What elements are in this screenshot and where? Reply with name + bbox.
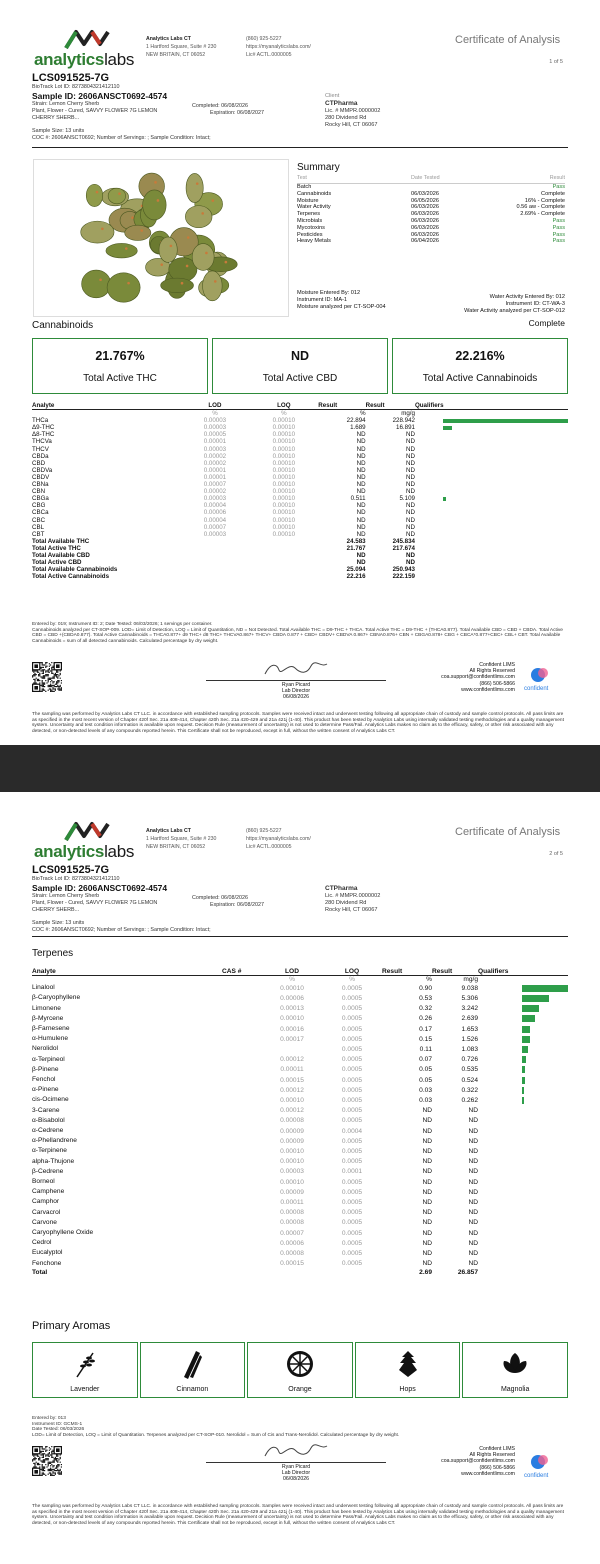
doc-title: Certificate of Analysis [455, 826, 561, 838]
total-row: Total Available CBD ND ND [32, 551, 415, 559]
table-row: Δ9-THC 0.00003 0.00010 1.689 16.891 [32, 424, 568, 431]
table-row: Limonene 0.00013 0.0005 0.32 3.242 [32, 1004, 568, 1014]
client-info: CTPharma Lic. # MMPR.0000002 280 Dividend Rd Rocky Hill, CT 06067 [325, 885, 381, 913]
page-number: 1 of 5 [549, 59, 563, 65]
table-row: β-Myrcene 0.00010 0.0005 0.26 2.639 [32, 1014, 568, 1024]
cannabis-buds-image [34, 160, 290, 318]
confident-logo-icon [530, 1452, 550, 1472]
sample-id: Sample ID: 2606ANSCT0692-4574 [32, 91, 168, 101]
table-row: β-Farnesene 0.00016 0.0005 0.17 1.653 [32, 1024, 568, 1034]
result-bar [443, 426, 452, 430]
result-bar [522, 1077, 525, 1084]
cannabinoid-totals [32, 338, 568, 394]
table-row: alpha-Thujone 0.00010 0.0005 ND ND [32, 1157, 478, 1166]
aroma-magnolia: Magnolia [462, 1342, 568, 1398]
table-row: β-Pinene 0.00011 0.0005 0.05 0.535 [32, 1065, 568, 1075]
aroma-row [32, 1342, 568, 1398]
result-bar [522, 1056, 526, 1063]
batch-id: LCS091525-7G [32, 864, 110, 876]
table-row: Fenchone 0.00015 0.0005 ND ND [32, 1259, 478, 1268]
table-row: α-Cedrene 0.00009 0.0004 ND ND [32, 1127, 478, 1135]
table-row: CBN 0.00002 0.00010 ND ND [32, 488, 415, 496]
summary-row: Microbials 06/03/2026 Pass [297, 217, 565, 224]
result-bar [522, 985, 568, 992]
table-row: α-Bisabolol 0.00008 0.0005 ND ND [32, 1116, 478, 1125]
terpenes-heading: Terpenes [32, 948, 74, 959]
signature-block: Ryan Picard Lab Director 06/08/2026 [206, 1442, 386, 1482]
total-row: Total 2.69 26.857 [32, 1268, 478, 1276]
mountain-logo-icon [64, 820, 112, 842]
qr-pattern-icon [32, 1446, 62, 1476]
table-row: CBGa 0.00003 0.00010 0.511 5.109 [32, 495, 568, 502]
table-row: α-Terpineol 0.00012 0.0005 0.07 0.726 [32, 1055, 568, 1065]
result-bar [522, 1087, 524, 1094]
page-header [0, 792, 600, 862]
table-row: CBNa 0.00007 0.00010 ND ND [32, 481, 415, 489]
result-bar [522, 995, 549, 1002]
lims-info: Confident LIMS All Rights Reserved coa.support@confidentlims.com (866) 506-5866 www.confidentlims.com [441, 1446, 515, 1477]
terpene-notes: Entered by: 013 Instrument ID: GCMS-1 Date Tested: 06/03/2026 LOD= Limit of Detection, LOQ = Limit of Quantitation. Terpenes analyzed per CT-SOP-010. Nerolidol = Sum of Cis and Trans-Nerolidol. Calculated percentage by dry weight. [32, 1416, 400, 1438]
table-row: α-Humulene 0.00017 0.0005 0.15 1.526 [32, 1034, 568, 1044]
water-activity-info: Water Activity Entered By: 012 Instrument ID: CT-WA-3 Water Activity analyzed per CT-SOP-012 [464, 294, 565, 314]
result-bar [443, 497, 446, 501]
table-row: Camphor 0.00011 0.0005 ND ND [32, 1198, 478, 1206]
table-row: THCV 0.00003 0.00010 ND ND [32, 445, 415, 453]
lims-info: Confident LIMS All Rights Reserved coa.support@confidentlims.com (866) 506-5866 www.confidentlims.com [441, 662, 515, 693]
summary-panel: Summary Test Date Tested Result Batch Pass Cannabinoids 06/03/2026 Complete Moisture 06/05/2026 16% - Complete Water Activity 06/03/2026 0.56 aw - Complete Terpenes 06/03/2026 2.69% - Complete Microbials 06/03/2026 Pass Mycotoxins 06/03/2026 Pass Pesticides 06/03/2026 Pass Heavy Metals 06/04/2026 Pass [297, 162, 565, 245]
total-thc-box: 21.767% Total Active THC [32, 338, 208, 394]
summary-row: Cannabinoids 06/03/2026 Complete [297, 190, 565, 197]
summary-row: Moisture 06/05/2026 16% - Complete [297, 197, 565, 204]
table-row: Linalool 0.00010 0.0005 0.90 9.038 [32, 983, 568, 993]
table-row: β-Cedrene 0.00003 0.0001 ND ND [32, 1167, 478, 1176]
table-row: CBCa 0.00006 0.00010 ND ND [32, 509, 415, 517]
cannabinoid-notes: Entered by: 019; Instrument ID: 2; Date Tested: 06/03/2026; 1 servings per container. Cannabinoids analyzed per CT-SOP-009. LOD= Limit of Detection, LOQ = Limit of Quantitation, ND = Not Detected. Total Available THC = D9-THC + THCA. Total Active THC = D9-THC + (THCA0.877). Total Available CBD = CBD + CBDA. Total Active CBD = CBD +(CBDA0.877). Total Active Cannabinoids = THCA0.877+ d9 THC+ d8 THC+ THCVA0.867+ THCV+ CBDA 0.877 + CBD+ CBDV+ CBDVA 0.867+ CBNA0.876+ CBN + CBGA0.878+ CBG + CBCA*0.877+CBC+ CBL+ CBT. Total Available Cannabinoids = sum of all detected cannabinoids. Calculated percentage by dry weight. [32, 622, 563, 644]
table-row: α-Pinene 0.00012 0.0005 0.03 0.322 [32, 1085, 568, 1095]
table-row: CBDV 0.00001 0.00010 ND ND [32, 473, 415, 481]
total-row: Total Active CBD ND ND [32, 559, 415, 567]
orange-slice-icon [285, 1349, 315, 1379]
table-row: THCa 0.00003 0.00010 22.894 228.942 [32, 417, 568, 424]
summary-row: Water Activity 06/03/2026 0.56 aw - Complete [297, 204, 565, 211]
sample-id: Sample ID: 2606ANSCT0692-4574 [32, 883, 168, 893]
table-row: CBG 0.00004 0.00010 ND ND [32, 502, 415, 510]
table-row: CBDVa 0.00001 0.00010 ND ND [32, 466, 415, 474]
cannabinoids-heading: Cannabinoids [32, 320, 94, 331]
summary-row: Terpenes 06/03/2026 2.69% - Complete [297, 211, 565, 218]
signature-icon [261, 660, 331, 678]
table-row: Carvone 0.00008 0.0005 ND ND [32, 1218, 478, 1227]
disclaimer: The sampling was performed by Analytics Labs CT LLC. in accordance with established sampling protocols. Samples were received intact and underwent testing following all appropriate chain of custody and sample control protocols. All pass limits are as specified in the most recent version of Chapter 420f Sec. 21a 408-414, Chapter 420h Sec. 21a 420-429 and 21a 421j (1-40). This product has been tested by Analytics Labs using internally validated testing methodologies and a quality management system. Uncertainty and test condition information is available upon request. Decision Rule (measurement of uncertainty) is not used to determine Pass/Fail. Analytics Labs makes no claim as to the efficacy, safety, or other risk associated with any detected, or non-detected levels of any compounds reported herein. This Certificate shall not be reproduced, except in full, without the written consent of Analytics Labs CT. [32, 712, 564, 734]
table-row: CBD 0.00002 0.00010 ND ND [32, 459, 415, 467]
mountain-logo-icon [64, 28, 112, 50]
result-bar [522, 1026, 530, 1033]
total-row: Total Available Cannabinoids 25.094 250.943 [32, 566, 415, 574]
sample-info: LCS091525-7G BioTrack Lot ID: 8273804321412110 Sample ID: 2606ANSCT0692-4574 Strain: Lemon Cherry Sherb Plant, Flower - Cured, SAVVY FLOWER 7G LEMON CHERRY SHERB... Sample Size: 13 units COC #: 2606ANSCT0692; Number of Servings: ; Sample Condition: Intact; Completed: 06/08/2026 Expiration: 06/08/2027 CTPharma Lic. # MMPR.0000002 280 Dividend Rd Rocky Hill, CT 06067 [0, 864, 600, 936]
lab-logo: analyticslabs [34, 820, 134, 864]
aroma-orange: Orange [247, 1342, 353, 1398]
summary-row: Heavy Metals 06/04/2026 Pass [297, 238, 565, 245]
result-bar [522, 1015, 535, 1022]
table-row: Eucalyptol 0.00008 0.0005 ND ND [32, 1249, 478, 1258]
hops-icon [394, 1349, 422, 1379]
table-row: Nerolidol 0.0005 0.11 1.083 [32, 1044, 568, 1054]
sample-info: LCS091525-7G BioTrack Lot ID: 8273804321412110 Sample ID: 2606ANSCT0692-4574 Strain: Lemon Cherry Sherb Plant, Flower - Cured, SAVVY FLOWER 7G LEMON CHERRY SHERB... Sample Size: 13 units COC #: 2606ANSCT0692; Number of Servings: ; Sample Condition: Intact; Completed: 06/08/2026 Expiration: 06/08/2027 Client CTPharma Lic. # MMPR.0000002 280 Dividend Rd Rocky Hill, CT 06067 [0, 72, 600, 147]
client-info: Client CTPharma Lic. # MMPR.0000002 280 Dividend Rd Rocky Hill, CT 06067 [325, 93, 381, 128]
result-bar [522, 1066, 525, 1073]
lab-address: Analytics Labs CT 1 Hartford Square, Suite # 230 NEW BRITAIN, CT 06052 [146, 828, 217, 850]
result-bar [522, 1036, 530, 1043]
cannabinoid-table: Analyte LOD LOQ Result Result Qualifiers % % % mg/g THCa 0.00003 0.00010 22.894 228.942 Δ9-THC 0.00003 0.00010 1.689 16.891 Δ8-THC 0.00005 0.00010 ND ND THCVa 0.00001 0.00010 ND ND THCV 0.00003 0.00010 ND ND CBDa 0.00002 0.00010 ND ND CBD 0.00002 0.00010 ND ND CBDVa 0.00001 0.00010 ND ND CBDV 0.00001 0.00010 ND ND CBNa 0.00007 0.00010 ND ND CBN 0.00002 0.00010 ND ND CBGa 0.00003 0.00010 0.511 5.109 CBG 0.00004 0.00010 ND ND CBCa 0.00006 0.00010 ND ND CBC 0.00004 0.00010 ND ND CBL 0.00007 0.00010 ND ND CBT 0.00003 0.00010 ND ND Total Available THC 24.583 245.834 Total Active THC 21.767 217.674 Total Available CBD ND ND Total Active CBD ND ND Total Available Cannabinoids 25.094 250.943 Total Active Cannabinoids 22.216 222.159 [32, 402, 568, 580]
lab-logo: analyticslabs [34, 28, 134, 72]
aroma-cinnamon: Cinnamon [140, 1342, 246, 1398]
lab-contact: (860) 925-5227 https://myanalyticslabs.com/ Lic# ACTL.0000005 [246, 828, 311, 850]
total-cbd-box: ND Total Active CBD [212, 338, 388, 394]
signature-block: Ryan Picard Lab Director 06/08/2026 [206, 660, 386, 700]
aroma-hops: Hops [355, 1342, 461, 1398]
magnolia-icon [500, 1349, 530, 1379]
table-row: Carvacrol 0.00008 0.0005 ND ND [32, 1208, 478, 1217]
table-row: Borneol 0.00010 0.0005 ND ND [32, 1178, 478, 1186]
page-number: 2 of 5 [549, 851, 563, 857]
table-row: Cedrol 0.00006 0.0005 ND ND [32, 1239, 478, 1247]
confident-logo-icon [530, 665, 550, 685]
table-row: CBC 0.00004 0.00010 ND ND [32, 516, 415, 524]
result-bar [522, 1097, 524, 1104]
table-row: Δ8-THC 0.00005 0.00010 ND ND [32, 431, 415, 439]
summary-row: Mycotoxins 06/03/2026 Pass [297, 224, 565, 231]
disclaimer: The sampling was performed by Analytics Labs CT LLC. in accordance with established sampling protocols. Samples were received intact and underwent testing following all appropriate chain of custody and sample control protocols. All pass limits are as specified in the most recent version of Chapter 420f Sec. 21a 408-414, Chapter 420h Sec. 21a 420-429 and 21a 421j (1-40). This product has been tested by Analytics Labs using internally validated testing methodologies and a quality management system. Uncertainty and test condition information is available upon request. Decision Rule (measurement of uncertainty) is not used to determine Pass/Fail. Analytics Labs makes no claim as to the efficacy, safety, or other risk associated with any detected, or non-detected levels of any compounds reported herein. This Certificate shall not be reproduced, except in full, without the written consent of Analytics Labs CT. [32, 1504, 564, 1526]
table-row: CBL 0.00007 0.00010 ND ND [32, 523, 415, 531]
cannabinoids-status: Complete [528, 318, 565, 328]
cinnamon-icon [178, 1349, 206, 1379]
table-row: Camphene 0.00009 0.0005 ND ND [32, 1188, 478, 1196]
lavender-icon [71, 1349, 99, 1379]
qr-code[interactable] [32, 662, 62, 692]
table-row: cis-Ocimene 0.00010 0.0005 0.03 0.262 [32, 1095, 568, 1105]
signature-icon [261, 1442, 331, 1460]
coa-page-2: analyticslabs Analytics Labs CT 1 Hartford Square, Suite # 230 NEW BRITAIN, CT 06052 (860) 925-5227 https://myanalyticslabs.com/ Lic# ACTL.0000005 Certificate of Analysis 2 of 5 LCS091525-7G BioTrack Lot ID: 8273804321412110 Sample ID: 2606ANSCT0692-4574 Strain: Lemon Cherry Sherb Plant, Flower - Cured, SAVVY FLOWER 7G LEMON CHERRY SHERB... Sample Size: 13 units COC #: 2606ANSCT0692; Number of Servings: ; Sample Condition: Intact; Completed: 06/08/2026 Expiration: 06/08/2027 CTPharma Lic. # MMPR.0000002 280 Dividend Rd Rocky Hill, CT 06067 Terpenes Analyte CAS # LOD LOQ Result Result Qualifiers % % % mg/g Linalool 0.00010 0.0005 0.90 9.038 β-Caryophyllene 0.00006 0.0005 0.53 5.306 Limonene 0.00013 0.0005 0.32 3.242 β-Myrcene 0.00010 0.0005 0.26 2.639 β-Farnesene 0.00016 0.0005 0.17 1.653 α-Humulene 0.00017 0.0005 0.15 1.526 Nerolidol 0.0005 0.11 1.083 α-Terpineol 0.00012 0.0005 0.07 0.726 β-Pinene 0.00011 0.0005 0.05 0.535 Fenchol 0.00015 0.0005 0.05 0.524 α-Pinene 0.00012 0.0005 0.03 0.322 cis-Ocimene 0.00010 0.0005 0.03 0.262 3-Carene 0.00012 0.0005 ND ND α-Bisabolol 0.00008 0.0005 ND ND α-Cedrene 0.00009 0.0004 ND ND α-Phellandrene 0.00009 0.0005 ND ND α-Terpinene 0.00010 0.0005 ND ND alpha-Thujone 0.00010 0.0005 ND ND β-Cedrene 0.00003 0.0001 ND ND Borneol 0.00010 0.0005 ND ND Camphene 0.00009 0.0005 ND ND Camphor 0.00011 0.0005 ND ND Carvacrol 0.00008 0.0005 ND ND Carvone 0.00008 0.0005 ND ND Caryophyllene Oxide 0.00007 0.0005 ND ND Cedrol 0.00006 0.0005 ND ND Eucalyptol 0.00008 0.0005 ND ND Fenchone 0.00015 0.0005 ND ND Total 2.69 26.857 Primary Aromas Lavender Cinnamon Orange Hops Magnolia Entered by: 013 Instrument ID: GCMS-1 Date Tested: 06/03/2026 LOD= Limit of Detection, LOQ = Limit of Quantitation. Terpenes analyzed per CT-SOP-010. Nerolidol = Sum of Cis and Trans-Nerolidol. Calculated percentage by dry weight. Ryan Picard Lab Director 06/08/2026 Confident LIMS All Rights Reserved coa.support@confidentlims.com (866) 506-5866 www.confidentlims.com confident The sampling was performed by Analytics Labs CT LLC. in accordance with established sampling protocols. Samples were received intact and underwent testing following all appropriate chain of custody and sample control protocols. All pass limits are as specified in the most recent version of Chapter 420f Sec. 21a 408-414, Chapter 420h Sec. 21a 420-429 and 21a 421j (1-40). This product has been tested by Analytics Labs using internally validated testing methodologies and a quality management system. Uncertainty and test condition information is available upon request. Decision Rule (measurement of uncertainty) is not used to determine Pass/Fail. Analytics Labs makes no claim as to the efficacy, safety, or other risk associated with any detected, or non-detected levels of any compounds reported herein. This Certificate shall not be reproduced, except in full, without the written consent of Analytics Labs CT. [0, 792, 600, 1564]
total-row: Total Active THC 21.767 217.674 [32, 544, 415, 552]
table-row: α-Terpinene 0.00010 0.0005 ND ND [32, 1147, 478, 1155]
table-row: CBDa 0.00002 0.00010 ND ND [32, 452, 415, 460]
total-row: Total Available THC 24.583 245.834 [32, 537, 415, 545]
result-bar [522, 1005, 539, 1012]
table-row: β-Caryophyllene 0.00006 0.0005 0.53 5.306 [32, 993, 568, 1003]
table-row: CBT 0.00003 0.00010 ND ND [32, 530, 415, 538]
aromas-heading: Primary Aromas [32, 1320, 111, 1332]
batch-id: LCS091525-7G [32, 72, 110, 84]
summary-row: Batch Pass [297, 184, 565, 190]
lab-address: Analytics Labs CT 1 Hartford Square, Suite # 230 NEW BRITAIN, CT 06052 [146, 36, 217, 58]
lab-contact: (860) 925-5227 https://myanalyticslabs.com/ Lic# ACTL.0000005 [246, 36, 311, 58]
table-row: Caryophyllene Oxide 0.00007 0.0005 ND ND [32, 1229, 478, 1237]
result-bar [522, 1046, 528, 1053]
table-row: THCVa 0.00001 0.00010 ND ND [32, 438, 415, 446]
qr-pattern-icon [32, 662, 62, 692]
terpene-table: Analyte CAS # LOD LOQ Result Result Qualifiers % % % mg/g Linalool 0.00010 0.0005 0.90 9.038 β-Caryophyllene 0.00006 0.0005 0.53 5.306 Limonene 0.00013 0.0005 0.32 3.242 β-Myrcene 0.00010 0.0005 0.26 2.639 β-Farnesene 0.00016 0.0005 0.17 1.653 α-Humulene 0.00017 0.0005 0.15 1.526 Nerolidol 0.0005 0.11 1.083 α-Terpineol 0.00012 0.0005 0.07 0.726 β-Pinene 0.00011 0.0005 0.05 0.535 Fenchol 0.00015 0.0005 0.05 0.524 α-Pinene 0.00012 0.0005 0.03 0.322 cis-Ocimene 0.00010 0.0005 0.03 0.262 3-Carene 0.00012 0.0005 ND ND α-Bisabolol 0.00008 0.0005 ND ND α-Cedrene 0.00009 0.0004 ND ND α-Phellandrene 0.00009 0.0005 ND ND α-Terpinene 0.00010 0.0005 ND ND alpha-Thujone 0.00010 0.0005 ND ND β-Cedrene 0.00003 0.0001 ND ND Borneol 0.00010 0.0005 ND ND Camphene 0.00009 0.0005 ND ND Camphor 0.00011 0.0005 ND ND Carvacrol 0.00008 0.0005 ND ND Carvone 0.00008 0.0005 ND ND Caryophyllene Oxide 0.00007 0.0005 ND ND Cedrol 0.00006 0.0005 ND ND Eucalyptol 0.00008 0.0005 ND ND Fenchone 0.00015 0.0005 ND ND Total 2.69 26.857 [32, 968, 568, 1276]
total-cannabinoids-box: 22.216% Total Active Cannabinoids [392, 338, 568, 394]
table-row: α-Phellandrene 0.00009 0.0005 ND ND [32, 1137, 478, 1145]
result-bar [443, 419, 568, 423]
total-row: Total Active Cannabinoids 22.216 222.159 [32, 573, 415, 581]
summary-row: Pesticides 06/03/2026 Pass [297, 231, 565, 238]
doc-title: Certificate of Analysis [455, 34, 561, 46]
coa-page-1: analyticslabs Analytics Labs CT 1 Hartford Square, Suite # 230 NEW BRITAIN, CT 06052 (860) 925-5227 https://myanalyticslabs.com/ Lic# ACTL.0000005 Certificate of Analysis 1 of 5 LCS091525-7G BioTrack Lot ID: 8273804321412110 Sample ID: 2606ANSCT0692-4574 Strain: Lemon Cherry Sherb Plant, Flower - Cured, SAVVY FLOWER 7G LEMON CHERRY SHERB... Sample Size: 13 units COC #: 2606ANSCT0692; Number of Servings: ; Sample Condition: Intact; Completed: 06/08/2026 Expiration: 06/08/2027 Client CTPharma Lic. # MMPR.0000002 280 Dividend Rd Rocky Hill, CT 06067 Summary Test Date Tested Result Batch Pass Cannabinoids 06/03/2026 Complete Moisture 06/05/2026 16% - Complete Water Activity 06/03/2026 0.56 aw - Complete Terpenes 06/03/2026 2.69% - Complete Microbials 06/03/2026 Pass Mycotoxins 06/03/2026 Pass Pesticides 06/03/2026 Pass Heavy Metals 06/04/2026 Pass Moisture Entered By: 012 Instrument ID: MA-1 Moisture analyzed per CT-SOP-004 Water Activity Entered By: 012 Instrument ID: CT-WA-3 Water Activity analyzed per CT-SOP-012 Cannabinoids Complete 21.767% Total Active THC ND Total Active CBD 22.216% Total Active Cannabinoids Analyte LOD LOQ Result Result Qualifiers % % % mg/g THCa 0.00003 0.00010 22.894 228.942 Δ9-THC 0.00003 0.00010 1.689 16.891 Δ8-THC 0.00005 0.00010 ND ND THCVa 0.00001 0.00010 ND ND THCV 0.00003 0.00010 ND ND CBDa 0.00002 0.00010 ND ND CBD 0.00002 0.00010 ND ND CBDVa 0.00001 0.00010 ND ND CBDV 0.00001 0.00010 ND ND CBNa 0.00007 0.00010 ND ND CBN 0.00002 0.00010 ND ND CBGa 0.00003 0.00010 0.511 5.109 CBG 0.00004 0.00010 ND ND CBCa 0.00006 0.00010 ND ND CBC 0.00004 0.00010 ND ND CBL 0.00007 0.00010 ND ND CBT 0.00003 0.00010 ND ND Total Available THC 24.583 245.834 Total Active THC 21.767 217.674 Total Available CBD ND ND Total Active CBD ND ND Total Available Cannabinoids 25.094 250.943 Total Active Cannabinoids 22.216 222.159 Entered by: 019; Instrument ID: 2; Date Tested: 06/03/2026; 1 servings per container. Cannabinoids analyzed per CT-SOP-009. LOD= Limit of Detection, LOQ = Limit of Quantitation, ND = Not Detected. Total Available THC = D9-THC + THCA. Total Active THC = D9-THC + (THCA0.877). Total Available CBD = CBD + CBDA. Total Active CBD = CBD +(CBDA0.877). Total Active Cannabinoids = THCA0.877+ d9 THC+ d8 THC+ THCVA0.867+ THCV+ CBDA 0.877 + CBD+ CBDV+ CBDVA 0.867+ CBNA0.876+ CBN + CBGA0.878+ CBG + CBCA*0.877+CBC+ CBL+ CBT. Total Available Cannabinoids = sum of all detected cannabinoids. Calculated percentage by dry weight. Ryan Picard Lab Director 06/08/2026 Confident LIMS All Rights Reserved coa.support@confidentlims.com (866) 506-5866 www.confidentlims.com confident The sampling was performed by Analytics Labs CT LLC. in accordance with established sampling protocols. Samples were received intact and underwent testing following all appropriate chain of custody and sample control protocols. All pass limits are as specified in the most recent version of Chapter 420f Sec. 21a 408-414, Chapter 420h Sec. 21a 420-429 and 21a 421j (1-40). This product has been tested by Analytics Labs using internally validated testing methodologies and a quality management system. Uncertainty and test condition information is available upon request. Decision Rule (measurement of uncertainty) is not used to determine Pass/Fail. Analytics Labs makes no claim as to the efficacy, safety, or other risk associated with any detected, or non-detected levels of any compounds reported herein. This Certificate shall not be reproduced, except in full, without the written consent of Analytics Labs CT. [0, 0, 600, 745]
qr-code[interactable] [32, 1446, 62, 1476]
page-header [0, 0, 600, 70]
table-row: Fenchol 0.00015 0.0005 0.05 0.524 [32, 1075, 568, 1085]
table-row: 3-Carene 0.00012 0.0005 ND ND [32, 1106, 478, 1115]
sample-photo [33, 159, 289, 317]
aroma-lavender: Lavender [32, 1342, 138, 1398]
moisture-info: Moisture Entered By: 012 Instrument ID: MA-1 Moisture analyzed per CT-SOP-004 [297, 290, 386, 310]
